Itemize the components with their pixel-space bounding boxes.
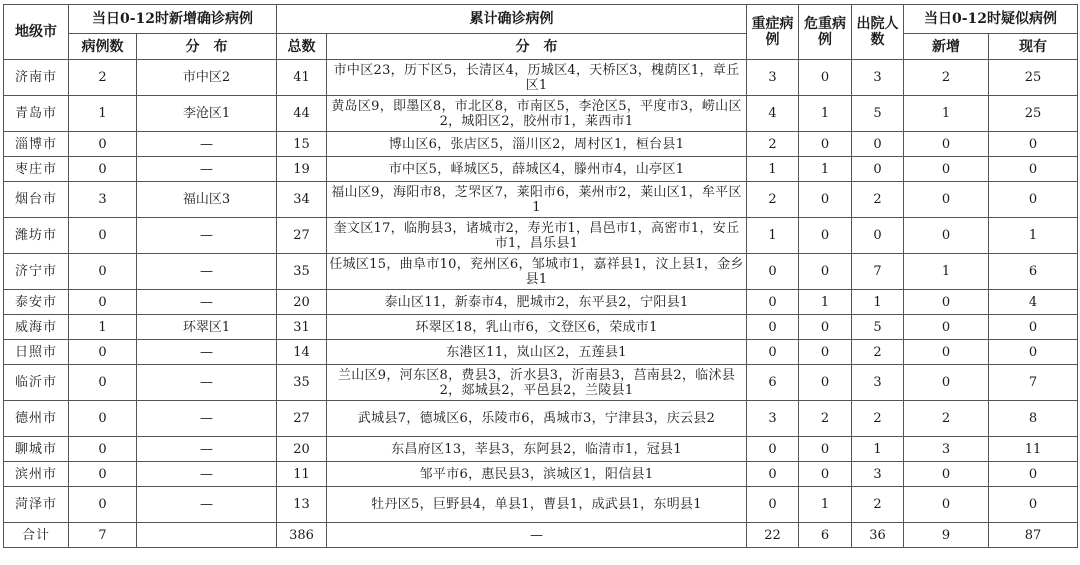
new-count: 0 bbox=[69, 437, 137, 462]
covid-cases-table bbox=[3, 4, 1078, 548]
header-cum-distribution: 分 布 bbox=[327, 34, 747, 60]
new-distribution: 福山区3 bbox=[137, 182, 277, 218]
discharged-count: 2 bbox=[852, 401, 904, 437]
cumulative-distribution: 环翠区18，乳山市6，文登区6，荣成市1 bbox=[327, 315, 747, 340]
table-row bbox=[4, 218, 1078, 254]
new-count: 0 bbox=[69, 401, 137, 437]
header-new-count: 病例数 bbox=[69, 34, 137, 60]
header-suspect-new: 新增 bbox=[904, 34, 989, 60]
cumulative-distribution: 福山区9，海阳市8，芝罘区7，莱阳市6，莱州市2，莱山区1，牟平区1 bbox=[327, 182, 747, 218]
critical-count: 0 bbox=[799, 315, 852, 340]
discharged-count: 5 bbox=[852, 96, 904, 132]
critical-count: 0 bbox=[799, 437, 852, 462]
critical-count: 1 bbox=[799, 96, 852, 132]
severe-count: 1 bbox=[747, 157, 799, 182]
city-name: 济南市 bbox=[4, 60, 69, 96]
new-distribution: — bbox=[137, 365, 277, 401]
total-discharged: 36 bbox=[852, 523, 904, 548]
discharged-count: 7 bbox=[852, 254, 904, 290]
new-distribution: — bbox=[137, 401, 277, 437]
critical-count: 0 bbox=[799, 254, 852, 290]
header-new-confirmed: 当日0-12时新增确诊病例 bbox=[69, 5, 277, 34]
suspect-new-count: 0 bbox=[904, 182, 989, 218]
severe-count: 0 bbox=[747, 462, 799, 487]
suspect-current-count: 0 bbox=[989, 462, 1078, 487]
header-cum-total: 总数 bbox=[277, 34, 327, 60]
suspect-new-count: 2 bbox=[904, 401, 989, 437]
severe-count: 2 bbox=[747, 182, 799, 218]
new-distribution: — bbox=[137, 132, 277, 157]
total-distribution: — bbox=[327, 523, 747, 548]
suspect-current-count: 11 bbox=[989, 437, 1078, 462]
critical-count: 2 bbox=[799, 401, 852, 437]
severe-count: 0 bbox=[747, 340, 799, 365]
cumulative-distribution: 兰山区9，河东区8，费县3，沂水县3，沂南县3，莒南县2，临沭县2，郯城县2，平邑县2，兰陵县1 bbox=[327, 365, 747, 401]
severe-count: 3 bbox=[747, 60, 799, 96]
city-name: 枣庄市 bbox=[4, 157, 69, 182]
header-suspect-current: 现有 bbox=[989, 34, 1078, 60]
cumulative-total: 20 bbox=[277, 437, 327, 462]
new-distribution: — bbox=[137, 437, 277, 462]
cumulative-total: 13 bbox=[277, 487, 327, 523]
cumulative-total: 41 bbox=[277, 60, 327, 96]
city-name: 潍坊市 bbox=[4, 218, 69, 254]
severe-count: 3 bbox=[747, 401, 799, 437]
new-distribution: — bbox=[137, 290, 277, 315]
suspect-current-count: 0 bbox=[989, 315, 1078, 340]
severe-count: 0 bbox=[747, 487, 799, 523]
suspect-new-count: 1 bbox=[904, 96, 989, 132]
suspect-new-count: 3 bbox=[904, 437, 989, 462]
total-cumulative: 386 bbox=[277, 523, 327, 548]
cumulative-distribution: 市中区23，历下区5，长清区4，历城区4，天桥区3，槐荫区1，章丘区1 bbox=[327, 60, 747, 96]
header-severe: 重症病例 bbox=[747, 5, 799, 60]
cumulative-total: 31 bbox=[277, 315, 327, 340]
table-row bbox=[4, 157, 1078, 182]
suspect-new-count: 0 bbox=[904, 132, 989, 157]
severe-count: 0 bbox=[747, 315, 799, 340]
table-row bbox=[4, 462, 1078, 487]
suspect-new-count: 2 bbox=[904, 60, 989, 96]
critical-count: 0 bbox=[799, 60, 852, 96]
suspect-current-count: 6 bbox=[989, 254, 1078, 290]
discharged-count: 3 bbox=[852, 365, 904, 401]
suspect-current-count: 1 bbox=[989, 218, 1078, 254]
city-name: 德州市 bbox=[4, 401, 69, 437]
total-severe: 22 bbox=[747, 523, 799, 548]
suspect-new-count: 1 bbox=[904, 254, 989, 290]
new-count: 1 bbox=[69, 96, 137, 132]
discharged-count: 2 bbox=[852, 182, 904, 218]
cumulative-distribution: 泰山区11，新泰市4，肥城市2，东平县2，宁阳县1 bbox=[327, 290, 747, 315]
city-name: 青岛市 bbox=[4, 96, 69, 132]
table-row bbox=[4, 60, 1078, 96]
new-count: 0 bbox=[69, 132, 137, 157]
new-distribution: — bbox=[137, 157, 277, 182]
cumulative-total: 19 bbox=[277, 157, 327, 182]
new-count: 2 bbox=[69, 60, 137, 96]
new-distribution: — bbox=[137, 254, 277, 290]
city-name: 菏泽市 bbox=[4, 487, 69, 523]
suspect-current-count: 4 bbox=[989, 290, 1078, 315]
discharged-count: 3 bbox=[852, 60, 904, 96]
cumulative-total: 44 bbox=[277, 96, 327, 132]
new-count: 0 bbox=[69, 290, 137, 315]
cumulative-distribution: 市中区5，峄城区5，薛城区4，滕州市4，山亭区1 bbox=[327, 157, 747, 182]
critical-count: 1 bbox=[799, 290, 852, 315]
discharged-count: 2 bbox=[852, 340, 904, 365]
new-distribution: 环翠区1 bbox=[137, 315, 277, 340]
city-name: 泰安市 bbox=[4, 290, 69, 315]
new-count: 0 bbox=[69, 254, 137, 290]
header-city: 地级市 bbox=[4, 5, 69, 60]
table-row bbox=[4, 437, 1078, 462]
discharged-count: 0 bbox=[852, 218, 904, 254]
suspect-current-count: 0 bbox=[989, 487, 1078, 523]
table-row bbox=[4, 182, 1078, 218]
cumulative-distribution: 奎文区17，临朐县3，诸城市2，寿光市1，昌邑市1，高密市1，安丘市1，昌乐县1 bbox=[327, 218, 747, 254]
new-count: 3 bbox=[69, 182, 137, 218]
cumulative-distribution: 武城县7，德城区6，乐陵市6，禹城市3，宁津县3，庆云县2 bbox=[327, 401, 747, 437]
table-row bbox=[4, 365, 1078, 401]
suspect-current-count: 8 bbox=[989, 401, 1078, 437]
new-count: 0 bbox=[69, 340, 137, 365]
suspect-new-count: 0 bbox=[904, 290, 989, 315]
severe-count: 6 bbox=[747, 365, 799, 401]
critical-count: 0 bbox=[799, 218, 852, 254]
suspect-new-count: 0 bbox=[904, 462, 989, 487]
cumulative-total: 11 bbox=[277, 462, 327, 487]
suspect-current-count: 25 bbox=[989, 60, 1078, 96]
city-name: 济宁市 bbox=[4, 254, 69, 290]
header-new-distribution: 分 布 bbox=[137, 34, 277, 60]
table-row bbox=[4, 340, 1078, 365]
table-row bbox=[4, 132, 1078, 157]
city-name: 日照市 bbox=[4, 340, 69, 365]
suspect-current-count: 7 bbox=[989, 365, 1078, 401]
header-suspected: 当日0-12时疑似病例 bbox=[904, 5, 1078, 34]
suspect-new-count: 0 bbox=[904, 340, 989, 365]
total-row bbox=[4, 523, 1078, 548]
city-name: 临沂市 bbox=[4, 365, 69, 401]
discharged-count: 5 bbox=[852, 315, 904, 340]
cumulative-total: 27 bbox=[277, 218, 327, 254]
severe-count: 2 bbox=[747, 132, 799, 157]
cumulative-total: 35 bbox=[277, 254, 327, 290]
city-name: 淄博市 bbox=[4, 132, 69, 157]
discharged-count: 1 bbox=[852, 437, 904, 462]
new-count: 0 bbox=[69, 487, 137, 523]
critical-count: 1 bbox=[799, 157, 852, 182]
cumulative-total: 35 bbox=[277, 365, 327, 401]
cumulative-total: 15 bbox=[277, 132, 327, 157]
header-critical: 危重病例 bbox=[799, 5, 852, 60]
critical-count: 0 bbox=[799, 462, 852, 487]
cumulative-distribution: 牡丹区5，巨野县4，单县1，曹县1，成武县1，东明县1 bbox=[327, 487, 747, 523]
total-label: 合计 bbox=[4, 523, 69, 548]
table-row bbox=[4, 487, 1078, 523]
discharged-count: 3 bbox=[852, 462, 904, 487]
table-row bbox=[4, 401, 1078, 437]
total-suspect-current: 87 bbox=[989, 523, 1078, 548]
cumulative-distribution: 任城区15，曲阜市10，兖州区6，邹城市1，嘉祥县1，汶上县1，金乡县1 bbox=[327, 254, 747, 290]
header-discharged: 出院人数 bbox=[852, 5, 904, 60]
new-distribution: 李沧区1 bbox=[137, 96, 277, 132]
severe-count: 0 bbox=[747, 290, 799, 315]
city-name: 滨州市 bbox=[4, 462, 69, 487]
new-distribution: — bbox=[137, 462, 277, 487]
city-name: 聊城市 bbox=[4, 437, 69, 462]
critical-count: 0 bbox=[799, 132, 852, 157]
critical-count: 0 bbox=[799, 365, 852, 401]
cumulative-distribution: 东港区11，岚山区2，五莲县1 bbox=[327, 340, 747, 365]
cumulative-distribution: 邹平市6，惠民县3，滨城区1，阳信县1 bbox=[327, 462, 747, 487]
new-distribution: — bbox=[137, 340, 277, 365]
suspect-new-count: 0 bbox=[904, 365, 989, 401]
cumulative-distribution: 黄岛区9，即墨区8，市北区8，市南区5，李沧区5，平度市3，崂山区2，城阳区2，胶州市1，莱西市1 bbox=[327, 96, 747, 132]
suspect-new-count: 0 bbox=[904, 487, 989, 523]
table-row bbox=[4, 96, 1078, 132]
new-distribution: 市中区2 bbox=[137, 60, 277, 96]
new-count: 0 bbox=[69, 462, 137, 487]
discharged-count: 0 bbox=[852, 132, 904, 157]
total-suspect-new: 9 bbox=[904, 523, 989, 548]
critical-count: 1 bbox=[799, 487, 852, 523]
suspect-current-count: 0 bbox=[989, 182, 1078, 218]
new-count: 1 bbox=[69, 315, 137, 340]
city-name: 威海市 bbox=[4, 315, 69, 340]
total-critical: 6 bbox=[799, 523, 852, 548]
cumulative-distribution: 博山区6，张店区5，淄川区2，周村区1，桓台县1 bbox=[327, 132, 747, 157]
suspect-current-count: 0 bbox=[989, 157, 1078, 182]
city-name: 烟台市 bbox=[4, 182, 69, 218]
total-new-distribution bbox=[137, 523, 277, 548]
discharged-count: 2 bbox=[852, 487, 904, 523]
cumulative-total: 27 bbox=[277, 401, 327, 437]
severe-count: 1 bbox=[747, 218, 799, 254]
new-distribution: — bbox=[137, 487, 277, 523]
discharged-count: 0 bbox=[852, 157, 904, 182]
table-row bbox=[4, 290, 1078, 315]
suspect-new-count: 0 bbox=[904, 315, 989, 340]
table-row bbox=[4, 315, 1078, 340]
new-count: 0 bbox=[69, 365, 137, 401]
total-new-count: 7 bbox=[69, 523, 137, 548]
critical-count: 0 bbox=[799, 182, 852, 218]
severe-count: 4 bbox=[747, 96, 799, 132]
cumulative-total: 34 bbox=[277, 182, 327, 218]
cumulative-distribution: 东昌府区13，莘县3，东阿县2，临清市1，冠县1 bbox=[327, 437, 747, 462]
suspect-new-count: 0 bbox=[904, 218, 989, 254]
severe-count: 0 bbox=[747, 254, 799, 290]
suspect-current-count: 0 bbox=[989, 340, 1078, 365]
severe-count: 0 bbox=[747, 437, 799, 462]
cumulative-total: 20 bbox=[277, 290, 327, 315]
header-cumulative: 累计确诊病例 bbox=[277, 5, 747, 34]
new-distribution: — bbox=[137, 218, 277, 254]
suspect-current-count: 25 bbox=[989, 96, 1078, 132]
suspect-new-count: 0 bbox=[904, 157, 989, 182]
critical-count: 0 bbox=[799, 340, 852, 365]
new-count: 0 bbox=[69, 157, 137, 182]
new-count: 0 bbox=[69, 218, 137, 254]
discharged-count: 1 bbox=[852, 290, 904, 315]
cumulative-total: 14 bbox=[277, 340, 327, 365]
suspect-current-count: 0 bbox=[989, 132, 1078, 157]
table-row bbox=[4, 254, 1078, 290]
